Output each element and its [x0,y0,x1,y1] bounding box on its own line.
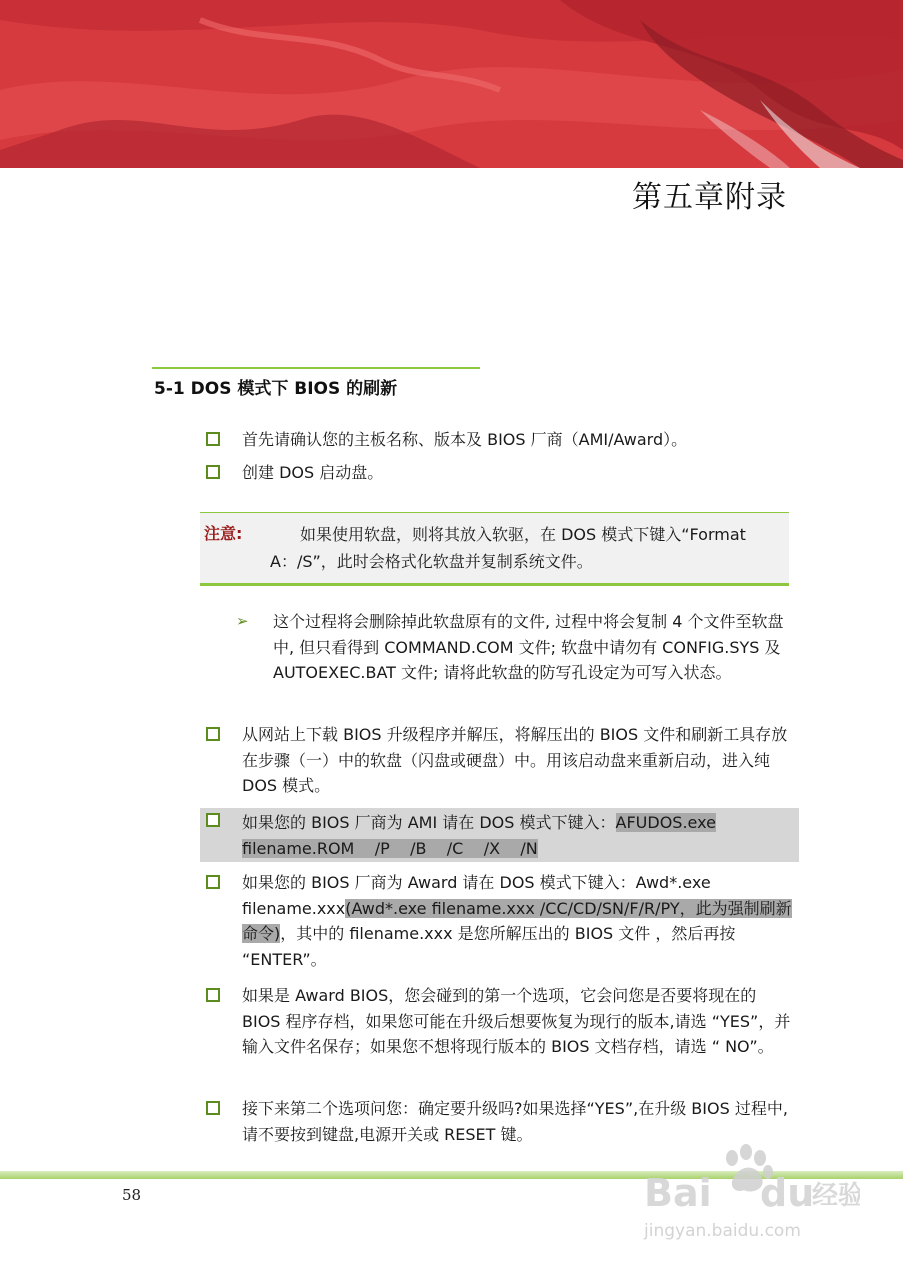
bullet-item-confirm [206,427,796,453]
award-suffix: ，其中的 filename.xxx 是您所解压出的 BIOS 文件 ，然后再按 “ENTER”。 [242,924,736,969]
checkbox-bullet-icon [206,432,220,446]
bullet-text [242,870,796,972]
note-text: 如果使用软盘，则将其放入软驱，在 DOS 模式下键入“Format A：/S”，此时会格式化软盘并复制系统文件。 [270,525,746,571]
sub-bullet-text: 这个过程将会删除掉此软盘原有的文件, 过程中将会复制 4 个文件至软盘中, 但只看得到 COMMAND.COM 文件; 软盘中请勿有 CONFIG.SYS 及 AUTOEXEC.BAT 文件; 请将此软盘的防写孔设定为可写入状态。 [273,612,784,682]
ami-command-2: filename.ROM /P /B /C /X /N [242,838,538,858]
bullet-item-award [206,870,796,972]
svg-text:Bai: Bai [644,1171,712,1215]
note-label: 注意: [204,524,243,543]
bullet-item-award-bios [206,983,796,1060]
section-title: 5-1 DOS 模式下 BIOS 的刷新 [154,379,398,399]
banner-graphic [0,0,903,168]
bullet-item-download [206,722,796,799]
svg-text:经验: 经验 [812,1181,860,1211]
bullet-text: 创建 DOS 启动盘。 [242,463,384,482]
svg-text:jingyan.baidu.com: jingyan.baidu.com [644,1221,801,1241]
ami-command-1: AFUDOS.exe [615,813,716,832]
bullet-text: 首先请确认您的主板名称、版本及 BIOS 厂商（AMI/Award）。 [242,430,688,449]
page-number: 58 [122,1186,142,1204]
checkbox-bullet-icon [206,988,220,1002]
checkbox-bullet-icon [206,875,220,889]
bullet-text: 如果是 Award BIOS，您会碰到的第一个选项，它会问您是否要将现在的 BIOS 程序存档，如果您可能在升级后想要恢复为现行的版本,请选 “YES”，并输入文件名保存；如果您不想将现行版本的 BIOS 文档存档，请选 “ NO”。 [242,986,791,1056]
note-box [200,512,789,586]
section-divider [152,367,480,369]
checkbox-bullet-icon [206,1101,220,1115]
award-prefix: 如果您的 BIOS 厂商为 Award 请在 DOS 模式下键入：Awd*.exe filename.xxx [242,873,711,918]
bullet-text [242,808,799,861]
bullet-item-ami [200,808,799,862]
bullet-item-boot-disk [206,460,796,486]
checkbox-bullet-icon [206,465,220,479]
svg-text:du: du [760,1171,815,1215]
chapter-title: 第五章附录 [632,180,787,215]
watermark-logo-icon [640,1140,860,1250]
bullet-text: 接下来第二个选项问您：确定要升级吗?如果选择“YES”,在升级 BIOS 过程中,请不要按到键盘,电源开关或 RESET 键。 [242,1099,788,1144]
ami-prefix: 如果您的 BIOS 厂商为 AMI 请在 DOS 模式下键入： [242,813,616,832]
baidu-jingyan-watermark [640,1140,860,1250]
arrow-bullet-icon: ➢ [236,612,249,630]
checkbox-bullet-icon [206,813,220,827]
header-banner [0,0,903,168]
sub-bullet-item [236,609,792,686]
bullet-text: 从网站上下载 BIOS 升级程序并解压，将解压出的 BIOS 文件和刷新工具存放在步骤（一）中的软盘（闪盘或硬盘）中。用该启动盘来重新启动，进入纯 DOS 模式。 [242,725,788,795]
award-force-command: (Awd*.exe filename.xxx /CC/CD/SN/F/R/PY，此为强制刷新命令) [242,898,792,943]
checkbox-bullet-icon [206,727,220,741]
